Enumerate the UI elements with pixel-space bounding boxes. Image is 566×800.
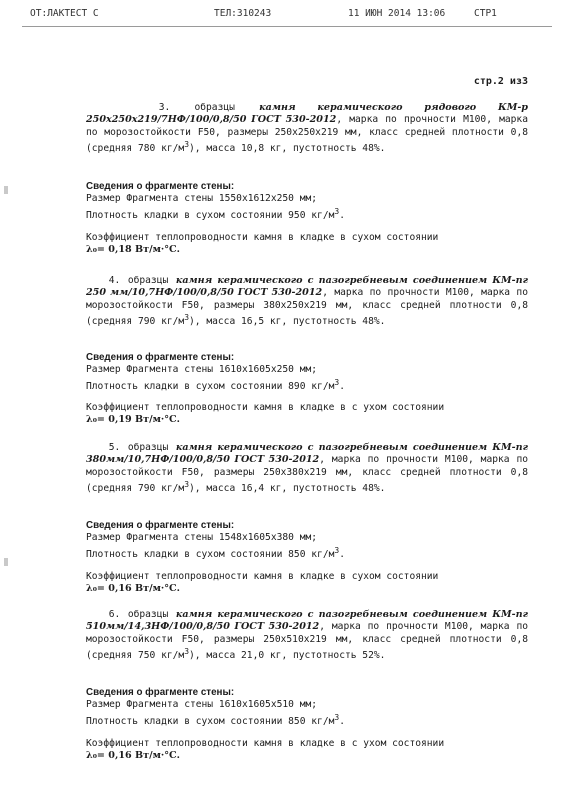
fax-header bbox=[0, 8, 566, 24]
lambda-value: λ₀= 0,19 Вт/м·°С. bbox=[86, 414, 181, 426]
sample-description: 4. образцы камня керамического с пазогребневым соединением КМ-пг 250 мм/10,7НФ/100/0,8/50 ГОСТ 530-2012, марка по прочности М100, марка по морозостойкости F50, размеры 380х250х219 мм, класс средней плотности 0,8 (средняя 790 $кг/м^3$), масса 16,5 кг, пустотность 48%. bbox=[86, 275, 528, 328]
sample-description: 5. образцы камня керамического с пазогребневым соединением КМ-пг 380мм/10,7НФ/100/0,8/50 ГОСТ 530-2012, марка по прочности М100, марка по морозостойкости F50, размеры 250х380х219 мм, класс средней плотности 0,8 (средняя 790 $кг/м^3$), масса 16,4 кг, пустотность 48%. bbox=[86, 442, 528, 495]
sample-description: 6. образцы камня керамического с пазогребневым соединением КМ-пг 510мм/14,3НФ/100/0,8/50 ГОСТ 530-2012, марка по прочности М100, марка по морозостойкости F50, размеры 250х510х219 мм, класс средней плотности 0,8 (средняя 750 $кг/м^3$), масса 21,0 кг, пустотность 52%. bbox=[86, 609, 528, 662]
fax-phone: ТЕЛ:310243 bbox=[214, 8, 272, 19]
product-name: камня керамического с пазогребневым соединением КМ-пг 510мм/14,3НФ/100/0,8/50 ГОСТ 530-2012 bbox=[86, 609, 528, 633]
fragment-info-3 bbox=[86, 181, 528, 222]
fax-page: СТР1 bbox=[474, 8, 497, 19]
fragment-info-6 bbox=[86, 687, 528, 728]
conductivity-text: Коэффициент теплопроводности камня в кладке в сухом состоянии bbox=[86, 232, 439, 243]
fragment-heading: Сведения о фрагменте стены: bbox=[86, 181, 235, 192]
fax-datetime: 11 ИЮН 2014 13:06 bbox=[348, 8, 446, 19]
fragment-heading: Сведения о фрагменте стены: bbox=[86, 520, 235, 531]
sample-description: 3. образцы камня керамического рядового КМ-р 250х250х219/7НФ/100/0,8/50 ГОСТ 530-2012, марка по прочности М100, марка по морозостойкости F50, размеры 250х250х219 мм, класс средней плотности 0,8 (средняя 780 $кг/м^3$), масса 10,8 кг, пустотность 48%. bbox=[86, 102, 529, 155]
lambda-value: λ₀= 0,16 Вт/м·°С. bbox=[86, 750, 181, 762]
scan-mark bbox=[4, 186, 8, 194]
section-4 bbox=[86, 275, 528, 329]
fax-sender: ОТ:ЛАКТЕСТ С bbox=[30, 8, 99, 19]
product-name: камня керамического с пазогребневым соединением КМ-пг 380мм/10,7НФ/100/0,8/50 ГОСТ 530-2012 bbox=[86, 442, 528, 466]
fragment-size: Размер Фрагмента стены 1610х1605х250 мм; bbox=[86, 364, 318, 376]
masonry-density: Плотность кладки в сухом состоянии 850 $кг/м^3$. bbox=[86, 545, 345, 560]
section-3 bbox=[86, 102, 528, 156]
conductivity-text: Коэффициент теплопроводности камня в кладке в с ухом состоянии bbox=[86, 402, 445, 413]
fragment-info-5 bbox=[86, 520, 528, 561]
fragment-size: Размер Фрагмента стены 1550х1612х250 мм; bbox=[86, 193, 318, 205]
page-number: стр.2 из3 bbox=[473, 76, 528, 87]
masonry-density: Плотность кладки в сухом состоянии 950 $кг/м^3$. bbox=[86, 206, 345, 221]
conductivity-6 bbox=[86, 738, 528, 763]
conductivity-4 bbox=[86, 402, 528, 427]
fragment-size: Размер Фрагмента стены 1610х1605х510 мм; bbox=[86, 699, 318, 711]
fragment-info-4 bbox=[86, 352, 528, 393]
conductivity-text: Коэффициент теплопроводности камня в кладке в с ухом состоянии bbox=[86, 738, 445, 749]
masonry-density: Плотность кладки в сухом состоянии 850 $кг/м^3$. bbox=[86, 712, 345, 727]
fragment-heading: Сведения о фрагменте стены: bbox=[86, 352, 235, 363]
masonry-density: Плотность кладки в сухом состоянии 890 $кг/м^3$. bbox=[86, 377, 345, 392]
scan-mark bbox=[4, 558, 8, 566]
product-name: камня керамического рядового КМ-р 250х250х219/7НФ/100/0,8/50 ГОСТ 530-2012 bbox=[86, 102, 529, 126]
fragment-heading: Сведения о фрагменте стены: bbox=[86, 687, 235, 698]
section-6 bbox=[86, 609, 528, 663]
section-5 bbox=[86, 442, 528, 496]
conductivity-5 bbox=[86, 571, 528, 596]
lambda-value: λ₀= 0,16 Вт/м·°С. bbox=[86, 583, 181, 595]
fragment-size: Размер Фрагмента стены 1548х1605х380 мм; bbox=[86, 532, 318, 544]
conductivity-3 bbox=[86, 232, 528, 257]
conductivity-text: Коэффициент теплопроводности камня в кладке в сухом состоянии bbox=[86, 571, 439, 582]
product-name: камня керамического с пазогребневым соединением КМ-пг 250 мм/10,7НФ/100/0,8/50 ГОСТ 530-2012 bbox=[86, 275, 528, 299]
lambda-value: λ₀= 0,18 Вт/м·°С. bbox=[86, 244, 181, 256]
fax-divider bbox=[22, 26, 552, 27]
